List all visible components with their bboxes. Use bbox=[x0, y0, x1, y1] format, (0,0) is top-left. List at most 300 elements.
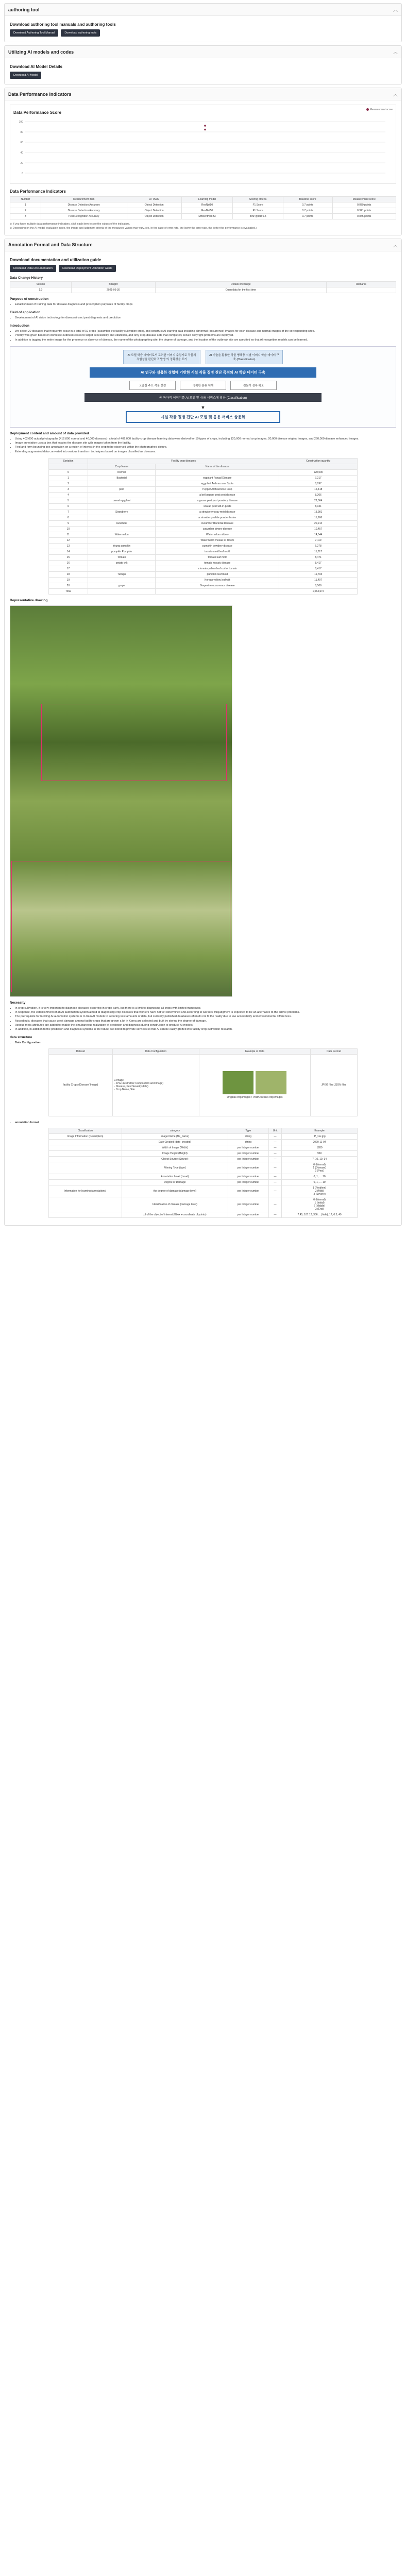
th: Crop Name bbox=[88, 464, 155, 469]
table-cell: 960 bbox=[282, 1150, 358, 1156]
y-tick-label: 40 bbox=[20, 151, 23, 155]
table-cell: a strawberry gray mold disease bbox=[156, 509, 279, 515]
purpose-item: • Establishment of training data for disease diagnosis and prescription purposes of facility crops bbox=[15, 302, 396, 307]
table-row bbox=[49, 1212, 358, 1217]
table-cell: 11 bbox=[49, 532, 88, 537]
td: 2021-06-30 bbox=[71, 287, 155, 293]
table-cell: string bbox=[228, 1133, 268, 1139]
table-cell: Korean yellow leaf wilt bbox=[156, 577, 279, 583]
table-row bbox=[49, 543, 358, 549]
diagram-final: 시설 작물 질병 진단 AI 모델 및 응용 서비스 상용화 bbox=[126, 411, 280, 423]
table-cell: 1 bbox=[49, 475, 88, 481]
table-cell: 7,110 bbox=[279, 537, 358, 543]
table-row bbox=[49, 1179, 358, 1185]
section-title: Annotation Format and Data Structure bbox=[8, 242, 93, 248]
table-row bbox=[49, 481, 358, 486]
table-cell: 120,000 bbox=[279, 469, 358, 475]
table-cell bbox=[88, 492, 155, 498]
download-guide-button[interactable]: Download Deployment Utilization Guide bbox=[59, 265, 116, 272]
table-cell: Width of Image (Width) bbox=[122, 1145, 228, 1150]
representative-image bbox=[10, 605, 232, 997]
table-cell: Annotation Level (Level) bbox=[122, 1174, 228, 1179]
y-tick-label: 0 bbox=[22, 172, 23, 175]
table-cell bbox=[49, 1145, 122, 1150]
table-cell bbox=[88, 481, 155, 486]
table-cell: 17 bbox=[49, 566, 88, 571]
td: 1.0 bbox=[10, 287, 72, 293]
section-title: authoring tool bbox=[8, 7, 40, 12]
table-cell: 19 bbox=[49, 577, 88, 583]
table-cell: per Integer number bbox=[228, 1150, 268, 1156]
table-cell: Image Name (file_name) bbox=[122, 1133, 228, 1139]
table-cell bbox=[49, 1139, 122, 1145]
table-cell: 20,214 bbox=[279, 520, 358, 526]
table-cell: 11,017 bbox=[279, 549, 358, 554]
th: Example of Data bbox=[199, 1048, 311, 1054]
td: Open data for the first time bbox=[155, 287, 326, 293]
table-row bbox=[10, 208, 396, 214]
performance-section bbox=[4, 88, 402, 235]
table-cell: Object Detection bbox=[127, 214, 181, 219]
table-cell: 12 bbox=[49, 537, 88, 543]
table-cell: Normal bbox=[88, 469, 155, 475]
config-title: • Data Configuration bbox=[15, 1041, 396, 1045]
table-cell: Image Height (Height) bbox=[122, 1150, 228, 1156]
bbox-overlay bbox=[11, 861, 230, 992]
diagram-box-left: AI 모델 학습 데이터로서 고려한 이미지 수집기로 작물의 적합성을 판단하고 발병 의 정확성을 표기 bbox=[123, 350, 200, 364]
table-cell: a strawberry white powder-lesion bbox=[156, 515, 279, 520]
table-row bbox=[49, 515, 358, 520]
table-cell: 8,206 bbox=[279, 492, 358, 498]
table-cell: — bbox=[268, 1139, 281, 1145]
y-tick-label: 60 bbox=[20, 141, 23, 144]
th: Details of change bbox=[155, 281, 326, 287]
diagram-step: 고품질 주요 작물 선정 bbox=[129, 381, 176, 390]
table-cell: 7 bbox=[49, 509, 88, 515]
table-cell: 0.7 points bbox=[283, 208, 332, 214]
table-header: Learning model bbox=[181, 197, 233, 202]
table-cell: 8,097 bbox=[279, 481, 358, 486]
example-images bbox=[199, 1054, 311, 1116]
table-header: Measurement score bbox=[332, 197, 396, 202]
field-item: • Development of AI vision technology for disease/insect pest diagnosis and prediction bbox=[15, 316, 396, 320]
table-cell: a tomato yellow leaf curl of tomato bbox=[156, 566, 279, 571]
table-cell: cucumber Bacterial Disease bbox=[156, 520, 279, 526]
ai-model-header[interactable] bbox=[5, 46, 401, 58]
table-cell: Pest Recognition Accuracy bbox=[41, 214, 127, 219]
table-cell: Identification of disease (damage level) bbox=[122, 1197, 228, 1212]
table-cell: 1280 bbox=[282, 1145, 358, 1150]
table-cell: Information for learning (annotations) bbox=[49, 1185, 122, 1197]
guide-title: Download documentation and utilization guide bbox=[10, 257, 102, 262]
necessity-item: • In response, the establishment of an AI automation system aimed at diagnosing crop diseases that workers have not yet determined and according to workers' misjudgment is expected to be an alternative to the above problems. bbox=[15, 1010, 396, 1014]
table-cell: Image Information (Description) bbox=[49, 1133, 122, 1139]
table-cell bbox=[49, 1197, 122, 1212]
th: Construction quantity bbox=[279, 458, 358, 464]
section-title: Data Performance Indicators bbox=[8, 91, 72, 97]
table-cell: 2020-11-04 bbox=[282, 1139, 358, 1145]
download-tools-button[interactable]: Download authoring tools bbox=[61, 29, 100, 37]
diagram-box-right: AI 기술을 활용한 작물 병해충 식별 이미지 학습 데이터 구축 (Classification) bbox=[206, 350, 283, 364]
table-cell: a bell pepper pest pest disease bbox=[156, 492, 279, 498]
table-cell: F1 Score bbox=[233, 202, 283, 208]
necessity-item: • In addition, in addition to the prediction and diagnosis systems in the future, we intend to provide services so that AI can be easily grafted into facility crop cultivation research. bbox=[15, 1027, 396, 1031]
table-cell: 8,471 bbox=[279, 554, 358, 560]
table-row bbox=[49, 1185, 358, 1197]
table-cell: cereal eggplant bbox=[88, 498, 155, 503]
necessity-item: • In crop cultivation, it is very important to diagnose diseases occurring in crops early, but there is a limit to diagnosing all crops with limited manpower. bbox=[15, 1006, 396, 1010]
table-row bbox=[49, 583, 358, 588]
table-header: Example bbox=[282, 1128, 358, 1133]
table-cell: per Integer number bbox=[228, 1185, 268, 1197]
table-cell: 0 (Normal) 1 (Disease) 2 (Pest) bbox=[282, 1162, 358, 1174]
table-header: category bbox=[122, 1128, 228, 1133]
table-cell bbox=[156, 469, 279, 475]
table-cell: Turnips bbox=[88, 571, 155, 577]
table-cell: 0.921 points bbox=[332, 208, 396, 214]
table-cell: Pepper Anthracnose Crop bbox=[156, 486, 279, 492]
table-cell: pumpkin powdery disease bbox=[156, 543, 279, 549]
legend-marker bbox=[366, 108, 369, 111]
table-cell: per Integer number bbox=[228, 1145, 268, 1150]
table-cell: — bbox=[268, 1179, 281, 1185]
table-cell: pest bbox=[88, 486, 155, 492]
arrow-down-icon: ▼ bbox=[200, 404, 206, 410]
table-cell: 14,044 bbox=[279, 532, 358, 537]
th: Data Format bbox=[310, 1048, 357, 1054]
table-cell: Degree of Damage bbox=[122, 1179, 228, 1185]
table-cell: 18 bbox=[49, 571, 88, 577]
table-cell: 16 bbox=[49, 560, 88, 566]
table-cell bbox=[49, 1150, 122, 1156]
ai-model-heading: Download AI Model Details bbox=[10, 64, 62, 69]
table-header: Unit bbox=[268, 1128, 281, 1133]
ai-model-section bbox=[4, 45, 402, 84]
note-1: ※ If you have multiple data performance indicators, click each item to see the values of the indicators. bbox=[10, 223, 130, 226]
table-cell: mAP@IoU 0.5 bbox=[233, 214, 283, 219]
table-cell: per Integer number bbox=[228, 1174, 268, 1179]
table-cell: ResNet50 bbox=[181, 208, 233, 214]
table-cell: — bbox=[268, 1145, 281, 1150]
table-cell: pumpkin leaf mold bbox=[156, 571, 279, 577]
table-cell: per Integer number bbox=[228, 1212, 268, 1217]
authoring-tool-header[interactable] bbox=[5, 4, 401, 16]
field-title: Field of application bbox=[10, 310, 41, 314]
table-cell: Object Source (Source) bbox=[122, 1156, 228, 1162]
table-cell: 5 bbox=[49, 498, 88, 503]
table-cell: per Integer number bbox=[228, 1156, 268, 1162]
table-row bbox=[49, 498, 358, 503]
th: Facility crop diseases bbox=[88, 458, 279, 464]
table-cell: 6,278 bbox=[279, 543, 358, 549]
table-row bbox=[49, 486, 358, 492]
necessity-item: • Various meta-attributes are added to enable the simultaneous realization of prediction and diagnosis during construction to produce AI models. bbox=[15, 1023, 396, 1027]
table-cell: 10 bbox=[49, 526, 88, 532]
table-cell: 7.45, 187.12, 356 ... (hide), 17, 0.3, 49 bbox=[282, 1212, 358, 1217]
annotation-format-title: • annotation format bbox=[15, 1121, 396, 1125]
table-cell: Grapevine occurrence disease bbox=[156, 583, 279, 588]
data-point bbox=[204, 129, 206, 131]
table-cell: Young pumpkin bbox=[88, 543, 155, 549]
table-row bbox=[49, 1139, 358, 1145]
table-cell: xtl of the object of interest (Bbox x-coordinate of points) bbox=[122, 1212, 228, 1217]
table-cell bbox=[49, 1156, 122, 1162]
td: facility Crops (Disease/ Image) bbox=[49, 1054, 113, 1116]
table-cell: per Integer number bbox=[228, 1179, 268, 1185]
table-cell: Tomato leaf mold bbox=[156, 554, 279, 560]
table-row bbox=[49, 1145, 358, 1150]
table-header: Type bbox=[228, 1128, 268, 1133]
table-cell: 11,793 bbox=[279, 571, 358, 577]
table-cell: 1 bbox=[10, 202, 41, 208]
table-cell: 13 bbox=[49, 543, 88, 549]
note-2: ※ Depending on the AI model evaluation index, the image and judgment criteria of the measured values may vary. (ex. In the case of error rate, the lower the error rate, the better the performance is evaluated.) bbox=[10, 226, 257, 230]
table-cell: 0 (Normal) 1 (Initial) 2 (Middle) 3 (End) bbox=[282, 1197, 358, 1212]
table-cell: 1,064,672 bbox=[279, 588, 358, 594]
table-cell bbox=[49, 1162, 122, 1174]
table-cell: 13,981 bbox=[279, 509, 358, 515]
table-cell: pumpkin Pumpkin bbox=[88, 549, 155, 554]
table-row bbox=[49, 571, 358, 577]
intro-item: • Priority was given based on domestic outbreak cases to target accessibility and utilization, and only crop-disease sets that completely solved copyright problems are deployed. bbox=[15, 333, 396, 337]
table-cell bbox=[88, 515, 155, 520]
table-row bbox=[49, 526, 358, 532]
score-chart bbox=[13, 117, 395, 179]
diagram-step: 전문가 검수 확보 bbox=[230, 381, 277, 390]
table-cell: 0.7 points bbox=[283, 202, 332, 208]
table-cell: string bbox=[228, 1139, 268, 1145]
table-cell: 9 bbox=[49, 520, 88, 526]
table-cell: eggplant Fungal Disease bbox=[156, 475, 279, 481]
table-row bbox=[49, 588, 358, 594]
download-ai-model-button[interactable]: Download AI Model bbox=[10, 72, 41, 79]
chevron-up-icon[interactable]: ︿ bbox=[393, 92, 398, 97]
data-point bbox=[204, 125, 206, 127]
table-cell: Strawberry bbox=[88, 509, 155, 515]
table-cell: Date Created (date_created) bbox=[122, 1139, 228, 1145]
table-row bbox=[49, 1156, 358, 1162]
authoring-heading: Download authoring tool manuals and authoring tools bbox=[10, 22, 116, 27]
table-row bbox=[49, 492, 358, 498]
authoring-tool-section bbox=[4, 3, 402, 42]
table-cell: Watermelon bbox=[88, 532, 155, 537]
table-cell bbox=[49, 1212, 122, 1217]
necessity-item: • The prerequisite for building AI automation systems is to train AI models to securing vast amounts of data, but currently published databases often do not fit the reality due to low accessibility and environmental differences. bbox=[15, 1014, 396, 1019]
table-cell: 4 bbox=[49, 492, 88, 498]
table-row bbox=[49, 1150, 358, 1156]
chevron-up-icon[interactable]: ︿ bbox=[393, 49, 398, 55]
th: Version bbox=[10, 281, 72, 287]
diagram-bar: 총 독자적 이미지를 AI 모델 및 응용 서비스에 활용 (Classification) bbox=[84, 393, 322, 402]
table-cell bbox=[49, 1174, 122, 1179]
table-cell: cucumber bbox=[88, 520, 155, 526]
structure-title: data structure bbox=[10, 1036, 32, 1040]
annotation-section bbox=[4, 239, 402, 1226]
download-documentation-button[interactable]: Download Data Documentation bbox=[10, 265, 56, 272]
table-cell: 3 bbox=[10, 214, 41, 219]
y-tick-label: 20 bbox=[20, 162, 23, 165]
table-cell: Filming Type (type) bbox=[122, 1162, 228, 1174]
example-caption: Original crop images / Pest/Disease crop images bbox=[227, 1096, 283, 1099]
table-cell: — bbox=[268, 1162, 281, 1174]
table-cell: — bbox=[268, 1150, 281, 1156]
table-cell: 8,417 bbox=[279, 566, 358, 571]
table-row bbox=[49, 532, 358, 537]
bbox-overlay bbox=[41, 704, 227, 781]
config-table bbox=[48, 1048, 358, 1116]
table-cell: grape bbox=[88, 583, 155, 588]
table-cell: eggplant Anthracnose Spots bbox=[156, 481, 279, 486]
table-row bbox=[49, 577, 358, 583]
table-cell: 15 bbox=[49, 554, 88, 560]
stats-item: • Image annotation uses a box that locates the disease site with images taken from the facility. bbox=[15, 441, 396, 445]
table-header: Measurement item bbox=[41, 197, 127, 202]
rep-title: Representative drawing bbox=[10, 598, 48, 602]
table-row bbox=[10, 202, 396, 208]
table-cell: 1 (Problem) 2 (Mild) 3 (Severe) bbox=[282, 1185, 358, 1197]
th: Straight bbox=[71, 281, 155, 287]
th: Dataset bbox=[49, 1048, 113, 1054]
change-history-table bbox=[10, 281, 396, 293]
td bbox=[326, 287, 396, 293]
td: ● Image · JPG File (Indoor Composition and Image) · Disease, Pest Severity (File) · Crop Name, Site bbox=[112, 1054, 199, 1116]
table-row bbox=[49, 1133, 358, 1139]
table-cell bbox=[88, 537, 155, 543]
table-cell: — bbox=[268, 1185, 281, 1197]
table-row bbox=[49, 537, 358, 543]
table-cell: 22,564 bbox=[279, 498, 358, 503]
table-cell: 8 bbox=[49, 515, 88, 520]
table-cell bbox=[49, 1179, 122, 1185]
table-cell bbox=[88, 526, 155, 532]
table-cell: Watermelon mosaic of bloom bbox=[156, 537, 279, 543]
table-cell bbox=[88, 566, 155, 571]
annotation-header[interactable] bbox=[5, 239, 401, 251]
table-cell: 0.879 points bbox=[332, 202, 396, 208]
legend-label: Measurement score bbox=[369, 108, 393, 111]
table-cell: 0, 1, … 10 bbox=[282, 1174, 358, 1179]
table-cell: per Integer number bbox=[228, 1197, 268, 1212]
th: Sortation bbox=[49, 458, 88, 464]
chevron-up-icon[interactable]: ︿ bbox=[393, 7, 398, 12]
td: JPEG files JSON files bbox=[310, 1054, 357, 1116]
table-cell: 7,217 bbox=[279, 475, 358, 481]
table-cell: 8,341 bbox=[279, 503, 358, 509]
th: Data Configuration bbox=[112, 1048, 199, 1054]
table-cell: 20 bbox=[49, 583, 88, 588]
indicator-table-title: Data Performance Indicators bbox=[10, 189, 66, 194]
table-cell: tomato mosaic disease bbox=[156, 560, 279, 566]
table-cell: — bbox=[268, 1156, 281, 1162]
thumb-disease bbox=[256, 1071, 286, 1094]
table-cell bbox=[88, 577, 155, 583]
table-cell: Total bbox=[49, 588, 88, 594]
table-cell: 8,506 bbox=[279, 583, 358, 588]
table-cell: 14 bbox=[49, 549, 88, 554]
table-cell: ResNet50 bbox=[181, 202, 233, 208]
table-cell: 0 bbox=[49, 469, 88, 475]
table-cell: EfficientNet-B3 bbox=[181, 214, 233, 219]
table-cell: Object Detection bbox=[127, 202, 181, 208]
table-cell: a grown pest pest powdery disease bbox=[156, 498, 279, 503]
table-row bbox=[49, 560, 358, 566]
y-tick-label: 100 bbox=[19, 121, 23, 124]
chevron-up-icon[interactable]: ︿ bbox=[393, 242, 398, 248]
necessity-title: Necessity bbox=[10, 1001, 26, 1005]
table-cell: — bbox=[268, 1197, 281, 1212]
table-cell: F1 Score bbox=[233, 208, 283, 214]
table-row bbox=[49, 1162, 358, 1174]
table-cell bbox=[88, 588, 155, 594]
table-cell: 3 bbox=[49, 486, 88, 492]
thumb-original bbox=[223, 1071, 253, 1094]
score-title: Data Performance Score bbox=[13, 110, 61, 115]
table-row bbox=[49, 469, 358, 475]
stats-item: • Using 402,000 actual photographs (412,000 normal and 40,000 diseases), a total of 402,000 facility crop disease learning data were derived for 10 types of crops, including 120,000 normal crop images, 20,000 disease original images, and 260,000 disease enhanced images. bbox=[15, 437, 396, 441]
table-row bbox=[49, 1174, 358, 1179]
table-cell: — bbox=[268, 1174, 281, 1179]
annotation-table bbox=[48, 1128, 358, 1218]
performance-header[interactable] bbox=[5, 88, 401, 100]
table-cell: 0.845 points bbox=[332, 214, 396, 219]
stats-item: • Find and form bounding box annotation on a region of interest in the crop to be observed within the photographed picture. bbox=[15, 445, 396, 449]
table-cell: 10,457 bbox=[279, 526, 358, 532]
crop-table bbox=[48, 458, 358, 595]
table-cell: 0.7 points bbox=[283, 214, 332, 219]
table-cell: 2 bbox=[49, 481, 88, 486]
table-cell: 8,417 bbox=[279, 560, 358, 566]
download-manual-button[interactable]: Download Authoring Tool Manual bbox=[10, 29, 58, 37]
th bbox=[279, 464, 358, 469]
y-tick-label: 80 bbox=[20, 131, 23, 134]
table-row bbox=[49, 475, 358, 481]
necessity-item: • Accordingly, diseases that cause great damage among facility crops that are grown a lot in Korea are selected and built by storing the degree of damage. bbox=[15, 1019, 396, 1023]
chart-legend bbox=[366, 108, 393, 117]
table-cell: per Integer number bbox=[228, 1162, 268, 1174]
table-row bbox=[49, 566, 358, 571]
stats-title: Deployment content and amount of data provided bbox=[10, 431, 89, 435]
table-cell: Bacterial bbox=[88, 475, 155, 481]
table-cell: IP_xxx.jpg bbox=[282, 1133, 358, 1139]
table-row bbox=[49, 554, 358, 560]
table-row bbox=[49, 549, 358, 554]
table-cell: 7, 10, 10, 34 bbox=[282, 1156, 358, 1162]
table-cell: Disease Detection Accuracy bbox=[41, 202, 127, 208]
intro-item: • In addition to tagging the entire image for the presence or absence of disease, the name of the photographing site, the degree of damage, and the location of the outbreak site are specified so that AI recognition models can be learned. bbox=[15, 338, 396, 342]
table-cell: — bbox=[268, 1133, 281, 1139]
table-cell: Tomato bbox=[88, 554, 155, 560]
table-cell: potato wilt bbox=[88, 560, 155, 566]
th bbox=[49, 464, 88, 469]
th: Remarks bbox=[326, 281, 396, 287]
intro-diagram bbox=[10, 346, 396, 428]
table-cell: 6 bbox=[49, 503, 88, 509]
table-cell: — bbox=[268, 1212, 281, 1217]
table-cell bbox=[88, 503, 155, 509]
table-row bbox=[49, 520, 358, 526]
table-row bbox=[49, 503, 358, 509]
change-history-title: Data Change History bbox=[10, 276, 43, 280]
table-cell: tomato mold leaf mold bbox=[156, 549, 279, 554]
table-cell: 11,497 bbox=[279, 577, 358, 583]
score-panel bbox=[10, 105, 396, 184]
table-header: Classification bbox=[49, 1128, 122, 1133]
purpose-title: Purpose of construction bbox=[10, 297, 49, 301]
table-cell: 2 bbox=[10, 208, 41, 214]
table-cell: 16,418 bbox=[279, 486, 358, 492]
table-row bbox=[49, 1197, 358, 1212]
table-header: AI TASK bbox=[127, 197, 181, 202]
